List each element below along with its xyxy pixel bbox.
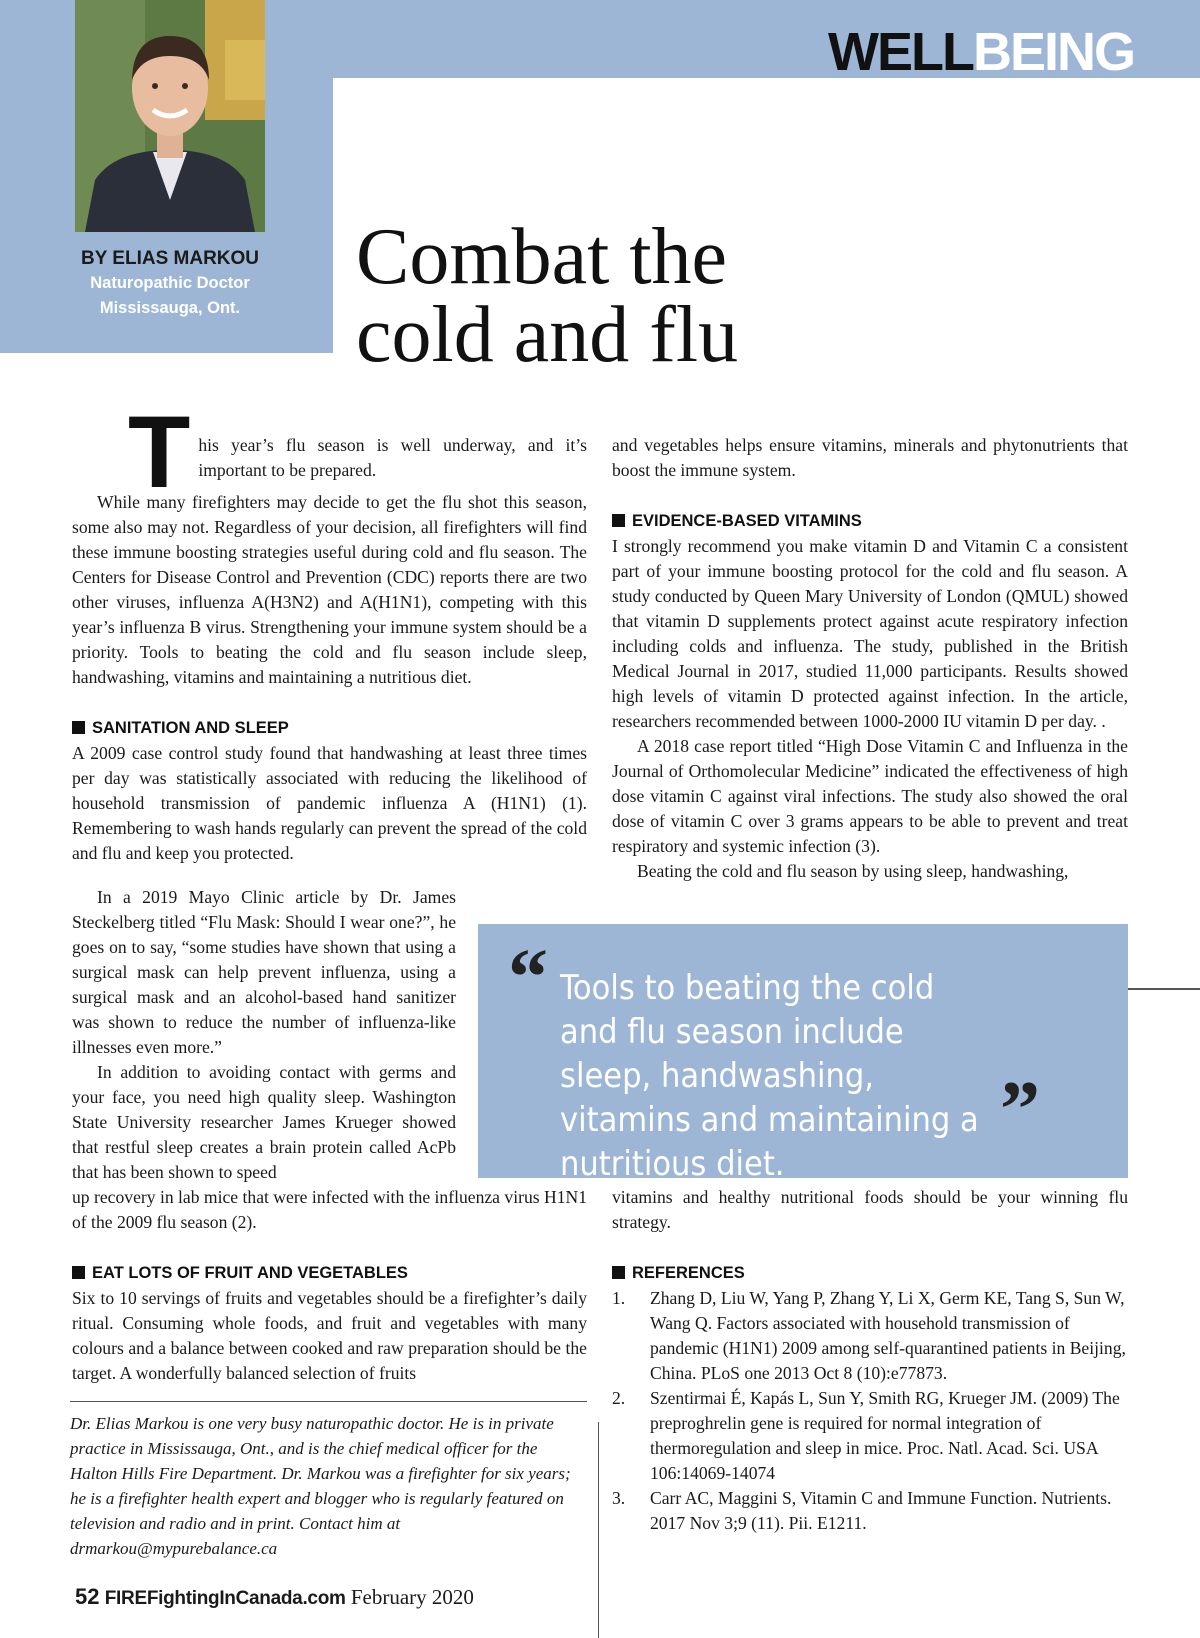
pull-quote-text: Tools to beating the cold and flu season include sleep, handwashing, vitamins and maintaining a nutritious diet. [560,968,979,1184]
title-line-2: cold and flu [356,291,739,379]
magazine-name: FIREFightingInCanada.com [104,1588,346,1609]
heading-fruit [72,1261,587,1286]
heading-bullet [612,1266,625,1279]
close-quote-mark: ” [1000,1066,1040,1154]
sanitation-paragraph-2: In a 2019 Mayo Clinic article by Dr. James Steckelberg titled “Flu Mask: Should I wear one?”, he goes on to say, “some studies have shown that using a surgical mask can help prevent influenza, using a surgical mask and an alcohol-based hand sanitizer was shown to reduce the number of influenza-like illnesses even more.” [72,887,456,1057]
reference-number: 3. [612,1488,626,1508]
reference-text: Szentirmai É, Kapás L, Sun Y, Smith RG, Krueger JM. (2009) The preproghrelin gene is required for normal integration of thermoregulation and sleep in mice. Proc. Natl. Acad. Sci. USA 106:14069-14074 [650,1388,1120,1483]
author-portrait-illustration [75,0,265,232]
vitamins-paragraph-3-cont: vitamins and healthy nutritional foods should be your winning flu strategy. [612,1187,1128,1232]
reference-item [612,1386,1128,1486]
article-title [356,213,739,379]
open-quote-mark: “ [508,934,548,1022]
issue-date: February 2020 [350,1585,474,1609]
page-footer [75,1583,474,1613]
section-title-light: BEING [972,22,1134,82]
right-column-lower [612,1185,1128,1536]
heading-references [612,1261,1128,1286]
heading-fruit-text: EAT LOTS OF FRUIT AND VEGETABLES [92,1264,408,1282]
author-photo [75,0,265,232]
vitamins-paragraph-3: Beating the cold and flu season by using sleep, handwashing, [637,861,1069,881]
right-column [612,433,1128,884]
pull-quote-rule [1128,988,1200,990]
reference-item [612,1286,1128,1386]
left-column-lower [72,1185,587,1386]
reference-number: 2. [612,1388,626,1408]
heading-bullet [72,1266,85,1279]
section-title-dark: WELL [828,22,973,82]
vitamins-paragraph-2: A 2018 case report titled “High Dose Vitamin C and Influenza in the Journal of Orthomolecular Medicine” indicated the effectiveness of high dose vitamin C against viral infections. The study also showed the oral dose of vitamin C over 3 grams appears to be able to prevent and treat respiratory and systemic infection (3). [612,736,1128,856]
heading-vitamins-text: EVIDENCE-BASED VITAMINS [632,512,862,530]
section-title [828,22,1134,82]
author-bio: Dr. Elias Markou is one very busy naturopathic doctor. He is in private practice in Mississauga, Ont., and is the chief medical officer for the Halton Hills Fire Department. Dr. Markou was a firefighter for six years; he is a firefighter health expert and blogger who is regularly featured on television and radio and in print. Contact him at drmarkou@mypurebalance.ca [70,1414,571,1558]
reference-number: 1. [612,1288,626,1308]
reference-text: Zhang D, Liu W, Yang P, Zhang Y, Li X, Germ KE, Tang S, Sun W, Wang Q. Factors associated with household transmission of pandemic (H1N1) 2009 among self-quarantined patients in Beijing, China. PLoS one 2013 Oct 8 (10):e77873. [650,1288,1126,1383]
heading-sanitation [72,716,587,741]
sanitation-paragraph-3-cont: up recovery in lab mice that were infected with the influenza virus H1N1 of the 2009 flu season (2). [72,1187,587,1232]
heading-references-text: REFERENCES [632,1264,745,1282]
sanitation-paragraph-3: In addition to avoiding contact with germs and your face, you need high quality sleep. Washington State University researcher James Krueger showed that restful sleep creates a brain protein called AcPb that has been shown to speed [72,1062,456,1182]
author-location: Mississauga, Ont. [99,299,241,317]
left-column-narrow [72,885,456,1185]
author-role: Naturopathic Doctor [90,274,250,292]
reference-list [612,1286,1128,1536]
fruit-paragraph: Six to 10 servings of fruits and vegetables should be a firefighter’s daily ritual. Consuming whole foods, and fruit and vegetables with many colours and a balance between cooked and raw preparation should be the target. A wonderfully balanced selection of fruits [72,1288,587,1383]
page-number: 52 [75,1584,100,1609]
intro-paragraph-2: While many firefighters may decide to get the flu shot this season, some also may not. Regardless of your decision, all firefighters will find these immune boosting strategies useful during cold and flu season. The Centers for Disease Control and Prevention (CDC) reports there are two other viruses, influenza A(H3N2) and A(H1N1), competing with this year’s influenza B virus. Strengthening your immune system should be a priority. Tools to beating the cold and flu season include sleep, handwashing, vitamins and maintaining a nutritious diet. [72,492,587,687]
bio-divider [70,1401,587,1402]
heading-vitamins [612,509,1128,534]
heading-bullet [72,721,85,734]
title-line-1: Combat the [356,213,728,301]
reference-item [612,1486,1128,1536]
left-column [72,395,587,866]
column-rule [598,1422,599,1638]
heading-sanitation-text: SANITATION AND SLEEP [92,719,289,737]
author-name: BY ELIAS MARKOU [80,248,260,269]
sanitation-paragraph-1: A 2009 case control study found that handwashing at least three times per day was statistically associated with reducing the likelihood of household transmission of pandemic influenza A (H1N1) (1). Remembering to wash hands regularly can prevent the spread of the cold and flu and keep you protected. [72,743,587,863]
intro-paragraph: his year’s flu season is well underway, and it’s important to be prepared. [198,435,587,480]
vitamins-paragraph-1: I strongly recommend you make vitamin D and Vitamin C a consistent part of your immune boosting protocol for the cold and flu season. A study conducted by Queen Mary University of London (QMUL) showed that vitamin D supplements protect against acute respiratory infection including colds and influenza. The study, published in the British Medical Journal in 2017, studied 11,000 participants. Results showed high levels of vitamin D protected against infection. In the article, researchers recommended between 1000-2000 IU vitamin D per day. . [612,536,1128,731]
byline [0,246,340,321]
reference-text: Carr AC, Maggini S, Vitamin C and Immune Function. Nutrients. 2017 Nov 3;9 (11). Pii. E1211. [650,1488,1112,1533]
heading-bullet [612,514,625,527]
drop-cap: T [128,395,191,509]
fruit-paragraph-cont: and vegetables helps ensure vitamins, minerals and phytonutrients that boost the immune system. [612,435,1128,480]
